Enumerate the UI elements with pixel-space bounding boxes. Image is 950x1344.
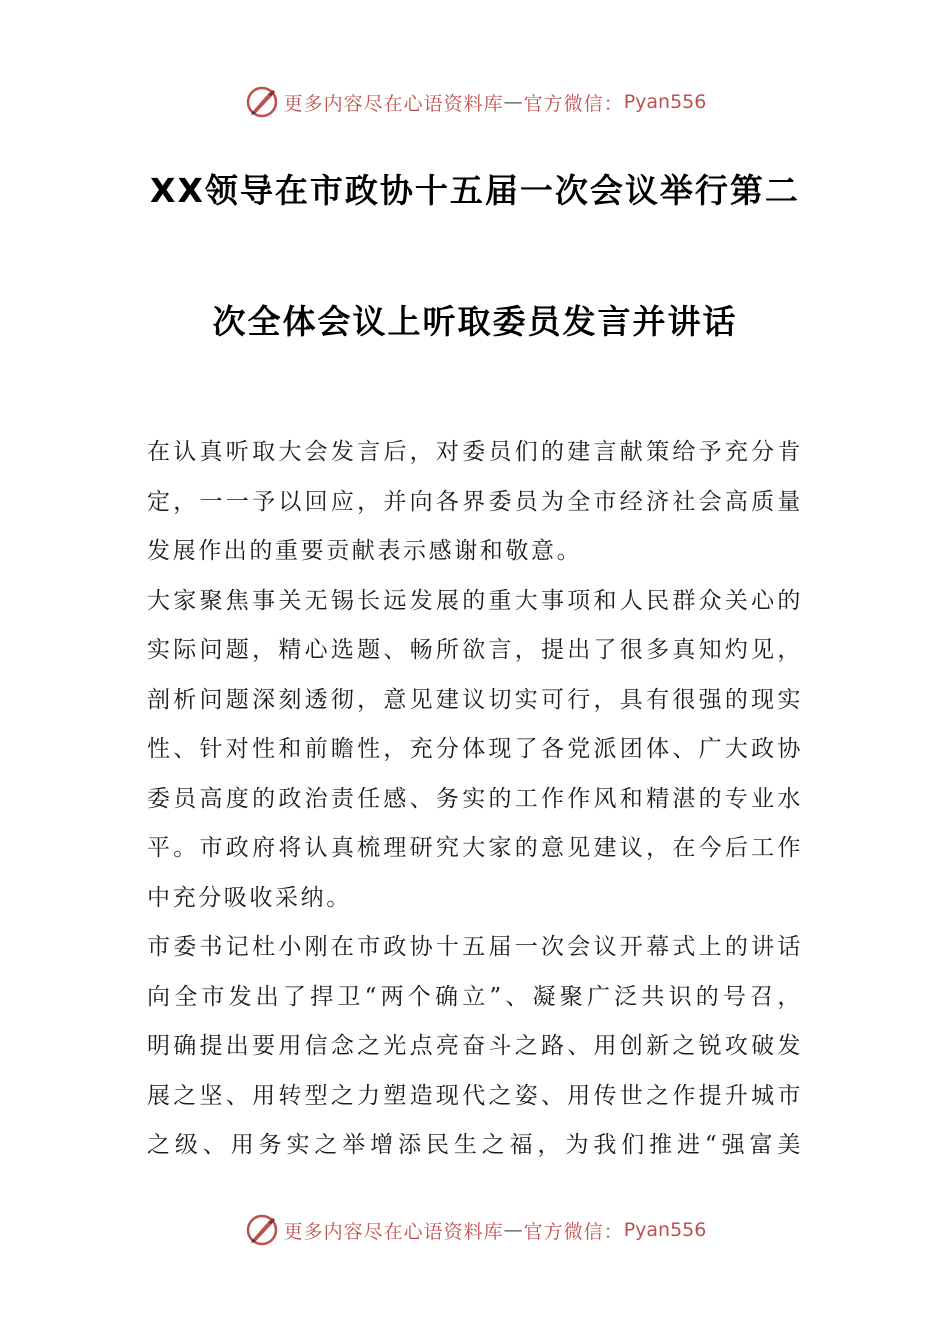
watermark-wechat-label: 官方微信： <box>523 92 624 115</box>
paragraph-line: 中充分吸收采纳。 <box>147 884 352 911</box>
paragraph-line: 实际问题，精心选题、畅所欲言，提出了很多真知灼见， <box>147 637 803 663</box>
paragraph-line: 向全市发出了捍卫“两个确立”、凝聚广泛共识的号召， <box>147 983 803 1010</box>
paragraph-line: 平。市政府将认真梳理研究大家的意见建议，在今后工作 <box>147 835 803 861</box>
document-title-line-1: XX领导在市政协十五届一次会议举行第二 <box>150 171 800 210</box>
paragraph-line: 剖析问题深刻透彻，意见建议切实可行，具有很强的现实 <box>147 686 803 713</box>
paragraph-line: 性、针对性和前瞻性，充分体现了各党派团体、广大政协 <box>147 736 803 762</box>
watermark-separator: — <box>503 1219 524 1241</box>
pen-logo-icon <box>244 84 280 120</box>
watermark-wechat-label: 官方微信： <box>523 1220 624 1243</box>
paragraph-1 <box>147 428 803 577</box>
paragraph-line: 明确提出要用信念之光点亮奋斗之路、用创新之锐攻破发 <box>147 1033 803 1059</box>
paragraph-line: 市委书记杜小刚在市政协十五届一次会议开幕式上的讲话 <box>147 934 803 960</box>
paragraph-line: 展之坚、用转型之力塑造现代之姿、用传世之作提升城市 <box>147 1082 803 1109</box>
watermark-banner-top <box>0 82 950 122</box>
paragraph-line: 定，一一予以回应，并向各界委员为全市经济社会高质量 <box>147 488 803 515</box>
paragraph-line: 大家聚焦事关无锡长远发展的重大事项和人民群众关心的 <box>147 587 803 614</box>
document-title-line-2: 次全体会议上听取委员发言并讲话 <box>212 302 738 341</box>
watermark-wechat-id: Pyan556 <box>623 91 707 113</box>
document-body <box>147 428 803 1171</box>
watermark-separator: — <box>503 91 524 113</box>
paragraph-3 <box>147 923 803 1171</box>
watermark-wechat-id: Pyan556 <box>623 1219 707 1241</box>
watermark-banner-bottom <box>0 1210 950 1250</box>
paragraph-line: 发展作出的重要贡献表示感谢和敬意。 <box>147 538 583 564</box>
paragraph-line: 在认真听取大会发言后，对委员们的建言献策给予充分肯 <box>147 439 803 465</box>
paragraph-line: 委员高度的政治责任感、务实的工作作风和精湛的专业水 <box>147 785 803 812</box>
watermark-text: 更多内容尽在心语资料库 <box>283 1220 504 1243</box>
watermark-text: 更多内容尽在心语资料库 <box>283 92 504 115</box>
paragraph-2 <box>147 577 803 924</box>
paragraph-line: 之级、用务实之举增添民生之福，为我们推进“强富美 <box>147 1132 803 1158</box>
pen-logo-icon <box>244 1212 280 1248</box>
